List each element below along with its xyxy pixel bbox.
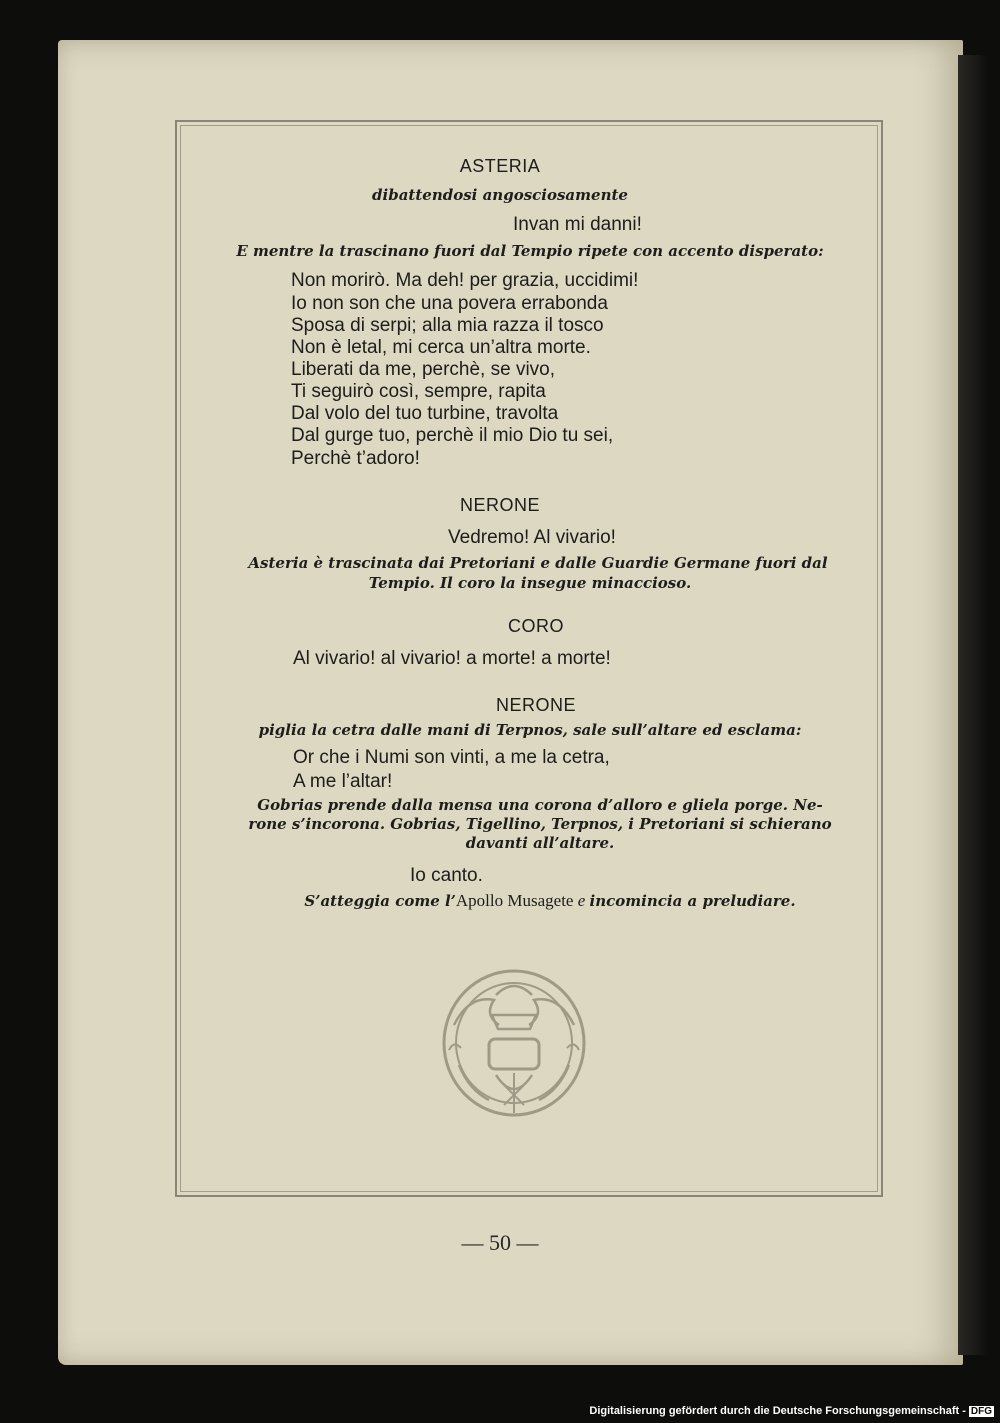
verse-line: Al vivario! al vivario! a morte! a morte! bbox=[293, 648, 611, 669]
stage-direction: dibattendosi angosciosamente bbox=[372, 186, 628, 204]
stage-fragment: S’atteggia come l’ bbox=[304, 892, 456, 910]
verse-line: Ti seguirò così, sempre, rapita bbox=[291, 381, 546, 402]
stage-direction: piglia la cetra dalle mani di Terpnos, sale sull’altare ed esclama: bbox=[258, 721, 802, 739]
verse-line: Or che i Numi son vinti, a me la cetra, bbox=[293, 747, 610, 768]
stage-direction: rone s’incorona. Gobrias, Tigellino, Terpnos, i Pretoriani si schierano bbox=[248, 815, 832, 833]
stage-fragment: e bbox=[573, 891, 590, 910]
speaker-nerone: NERONE bbox=[459, 495, 540, 515]
verse-line: Invan mi danni! bbox=[513, 214, 642, 235]
verse-line: Perchè t’adoro! bbox=[291, 448, 420, 469]
page-number: — 50 — bbox=[461, 1230, 539, 1255]
decorative-vignette-emblem bbox=[434, 955, 594, 1140]
speaker-coro: CORO bbox=[508, 616, 564, 636]
stage-direction: Gobrias prende dalla mensa una corona d’alloro e gliela porge. Ne- bbox=[257, 796, 823, 814]
verse-line: Non morirò. Ma deh! per grazia, uccidimi! bbox=[291, 270, 639, 291]
digitization-credit bbox=[589, 1405, 994, 1417]
verse-line: Io canto. bbox=[410, 865, 483, 886]
stage-direction-mixed bbox=[50, 891, 1000, 911]
stage-direction: E mentre la trascinano fuori dal Tempio ripete con accento disperato: bbox=[236, 242, 824, 260]
speaker-nerone: NERONE bbox=[495, 695, 576, 715]
speaker-asteria: ASTERIA bbox=[459, 156, 541, 176]
dfg-logo: DFG bbox=[970, 1406, 992, 1417]
stage-direction: davanti all’altare. bbox=[465, 834, 615, 852]
stage-fragment: incomincia a preludiare. bbox=[589, 892, 796, 910]
verse-line: Non è letal, mi cerca un’altra morte. bbox=[291, 337, 591, 358]
verse-line: Io non son che una povera errabonda bbox=[291, 293, 608, 314]
credit-text: Digitalisierung gefördert durch die Deutsche Forschungsgemeinschaft - bbox=[589, 1405, 966, 1417]
verse-line: A me l’altar! bbox=[293, 771, 393, 792]
verse-line: Liberati da me, perchè, se vivo, bbox=[291, 359, 556, 380]
verse-line: Dal gurge tuo, perchè il mio Dio tu sei, bbox=[291, 425, 614, 446]
roman-fragment: Apollo Musagete bbox=[455, 891, 574, 910]
stage-direction: Asteria è trascinata dai Pretoriani e dalle Guardie Germane fuori dal bbox=[248, 554, 828, 572]
verse-line: Sposa di serpi; alla mia razza il tosco bbox=[291, 315, 604, 336]
verse-line: Vedremo! Al vivario! bbox=[448, 527, 616, 548]
stage-direction: Tempio. Il coro la insegue minaccioso. bbox=[368, 574, 692, 592]
verse-line: Dal volo del tuo turbine, travolta bbox=[291, 403, 559, 424]
